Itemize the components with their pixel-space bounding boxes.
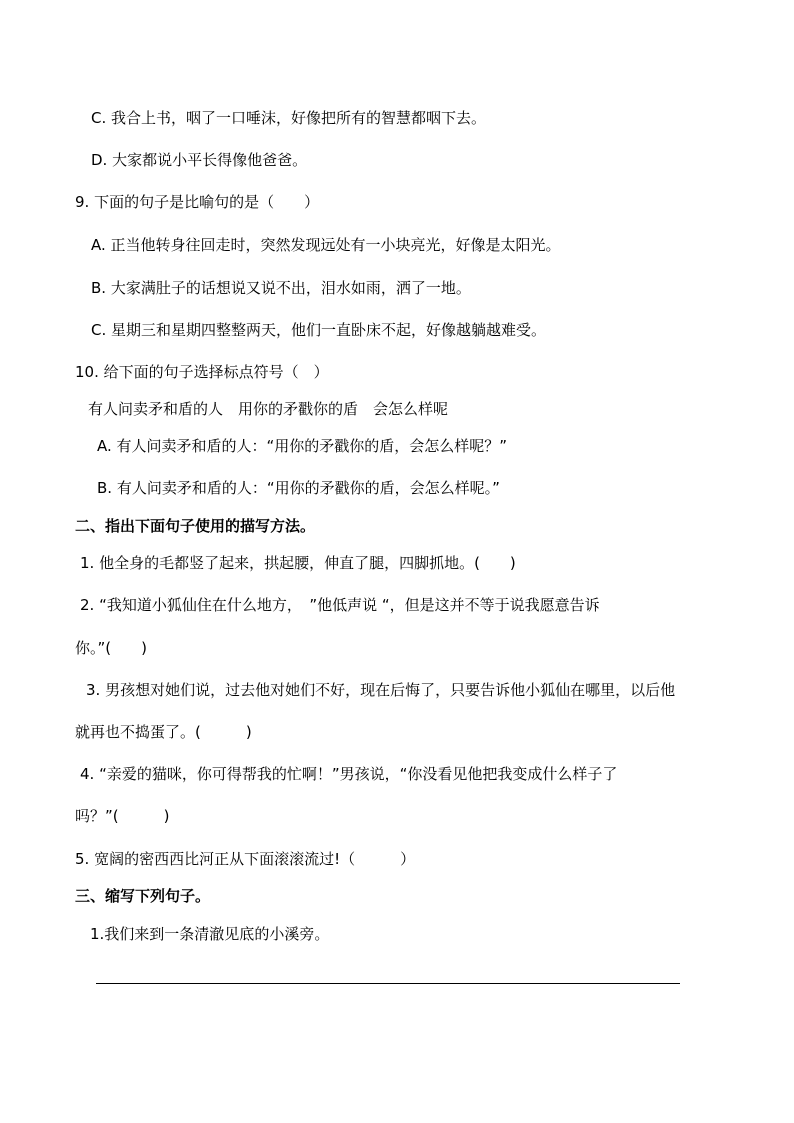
answer-line [96,983,680,984]
q10-option-a: A. 有人问卖矛和盾的人：“用你的矛戳你的盾，会怎么样呢？” [97,437,508,455]
section2-item5: 5. 宽阔的密西西比河正从下面滚滚流过!（ ） [75,850,416,868]
section2-item3-line2: 就再也不捣蛋了。( ) [75,723,252,741]
section2-item4-line1: 4. “亲爱的猫咪，你可得帮我的忙啊！”男孩说，“你没看见他把我变成什么样子了 [80,765,618,783]
q9-stem: 9. 下面的句子是比喻句的是（ ） [75,193,320,211]
q9-option-c: C. 星期三和星期四整整两天，他们一直卧床不起，好像越躺越难受。 [91,321,547,339]
q9-option-b: B. 大家满肚子的话想说又说不出，泪水如雨，洒了一地。 [91,279,471,297]
q10-option-b: B. 有人问卖矛和盾的人：“用你的矛戳你的盾，会怎么样呢。” [97,479,500,497]
q8-option-c: C. 我合上书，咽了一口唾沫，好像把所有的智慧都咽下去。 [91,109,487,127]
q10-sentence: 有人问卖矛和盾的人 用你的矛戳你的盾 会怎么样呢 [88,400,449,418]
section2-item2-line2: 你。”( ) [75,639,147,657]
q9-option-a: A. 正当他转身往回走时，突然发现远处有一小块亮光，好像是太阳光。 [91,236,561,254]
section2-item4-line2: 吗？”( ) [75,807,170,825]
q8-option-d: D. 大家都说小平长得像他爸爸。 [91,151,308,169]
section3-heading: 三、缩写下列句子。 [75,887,211,905]
section3-item1: 1.我们来到一条清澈见底的小溪旁。 [90,925,330,943]
section2-item1: 1. 他全身的毛都竖了起来，拱起腰，伸直了腿，四脚抓地。( ) [80,554,516,572]
q10-stem: 10. 给下面的句子选择标点符号（ ） [75,363,329,381]
section2-heading: 二、指出下面句子使用的描写方法。 [75,517,316,535]
section2-item2-line1: 2. “我知道小狐仙住在什么地方， ”他低声说 “，但是这并不等于说我愿意告诉 [80,596,600,614]
section2-item3-line1: 3. 男孩想对她们说，过去他对她们不好，现在后悔了，只要告诉他小狐仙在哪里，以后他 [86,681,676,699]
